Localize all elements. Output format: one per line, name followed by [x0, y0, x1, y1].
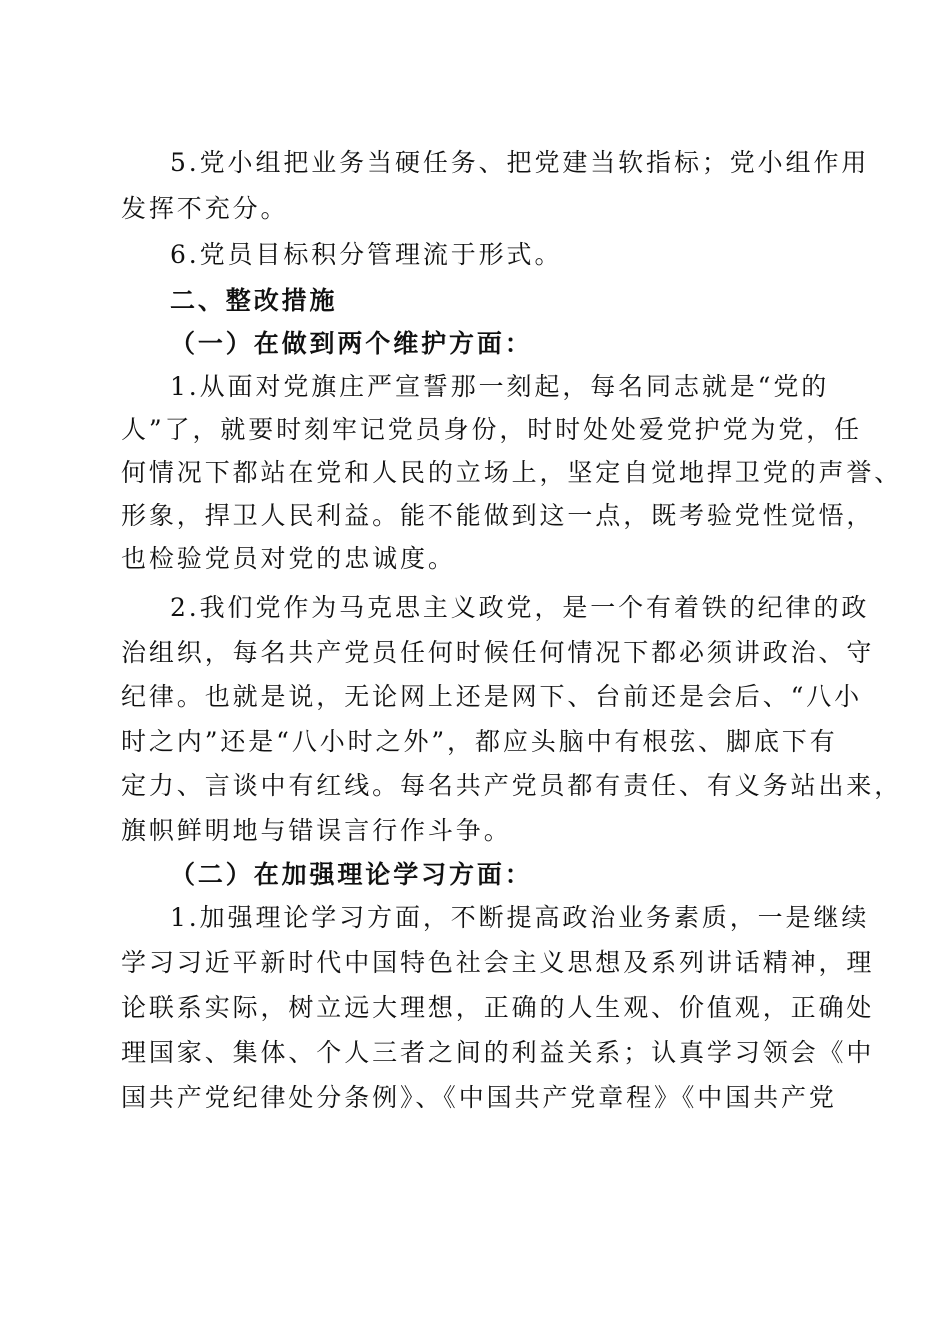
para-1-2-line-1: 2.我们党作为马克思主义政党，是一个有着铁的纪律的政 [170, 593, 870, 622]
item-5-line-2: 发挥不充分。 [121, 194, 289, 223]
para-2-1-line-2: 学习习近平新时代中国特色社会主义思想及系列讲话精神，理 [121, 948, 875, 977]
para-2-1-line-5: 国共产党纪律处分条例》、《中国共产党章程》《中国共产党 [121, 1083, 837, 1112]
para-2-1-line-3: 论联系实际，树立远大理想，正确的人生观、价值观，正确处 [121, 993, 875, 1022]
para-1-1-line-2: 人”了，就要时刻牢记党员身份，时时处处爱党护党为党，任 [121, 415, 863, 444]
para-1-2-line-2: 治组织，每名共产党员任何时候任何情况下都必须讲政治、守 [121, 638, 875, 667]
para-2-1-line-1: 1.加强理论学习方面，不断提高政治业务素质，一是继续 [170, 903, 870, 932]
para-1-2-line-4: 时之内”还是“八小时之外”，都应头脑中有根弦、脚底下有 [121, 727, 838, 756]
para-1-2-line-6: 旗帜鲜明地与错误言行作斗争。 [121, 816, 512, 845]
item-6-line-1: 6.党员目标积分管理流于形式。 [170, 240, 563, 269]
subsection-heading-2: （二）在加强理论学习方面： [170, 860, 533, 889]
para-1-1-line-1: 1.从面对党旗庄严宣誓那一刻起，每名同志就是“党的 [170, 372, 830, 401]
section-heading-2: 二、整改措施 [170, 286, 338, 315]
subsection-heading-1: （一）在做到两个维护方面： [170, 329, 533, 358]
para-1-1-line-4: 形象，捍卫人民利益。能不能做到这一点，既考验党性觉悟， [121, 501, 875, 530]
item-5-line-1: 5.党小组把业务当硬任务、把党建当软指标；党小组作用 [170, 148, 870, 177]
para-1-1-line-3: 何情况下都站在党和人民的立场上，坚定自觉地捍卫党的声誉、 [121, 458, 903, 487]
para-2-1-line-4: 理国家、集体、个人三者之间的利益关系；认真学习领会《中 [121, 1038, 875, 1067]
para-1-2-line-5: 定力、言谈中有红线。每名共产党员都有责任、有义务站出来， [121, 771, 903, 800]
para-1-2-line-3: 纪律。也就是说，无论网上还是网下、台前还是会后、“八小 [121, 682, 863, 711]
para-1-1-line-5: 也检验党员对党的忠诚度。 [121, 544, 456, 573]
